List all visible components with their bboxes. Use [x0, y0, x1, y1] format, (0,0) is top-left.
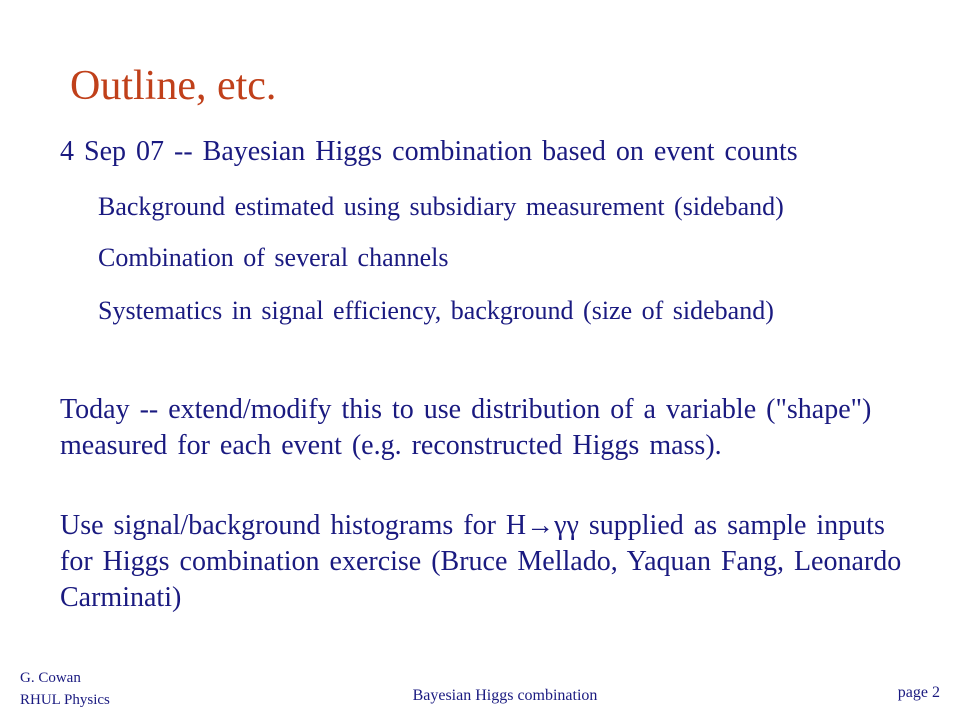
footer-affiliation: RHUL Physics: [20, 692, 110, 708]
previous-heading: 4 Sep 07 -- Bayesian Higgs combination based on event counts: [60, 136, 798, 167]
slide-title: Outline, etc.: [70, 63, 277, 109]
footer-title: Bayesian Higgs combination: [412, 687, 598, 704]
today-paragraph: Today -- extend/modify this to use distribution of a variable ("shape") measured for each event (e.g. reconstructed Higgs mass).: [60, 394, 872, 461]
footer-title-block: [0, 687, 960, 705]
page-number: page 2: [897, 684, 940, 701]
previous-item-sideband: Background estimated using subsidiary measurement (sideband): [98, 192, 784, 221]
previous-item-systematics: Systematics in signal efficiency, background (size of sideband): [98, 296, 774, 325]
previous-item-channels: Combination of several channels: [98, 243, 449, 272]
footer-author: G. Cowan: [20, 670, 81, 686]
inputs-paragraph: Use signal/background histograms for H→γγ supplied as sample inputs for Higgs combination exercise (Bruce Mellado, Yaquan Fang, Leonardo Carminati): [60, 510, 902, 613]
